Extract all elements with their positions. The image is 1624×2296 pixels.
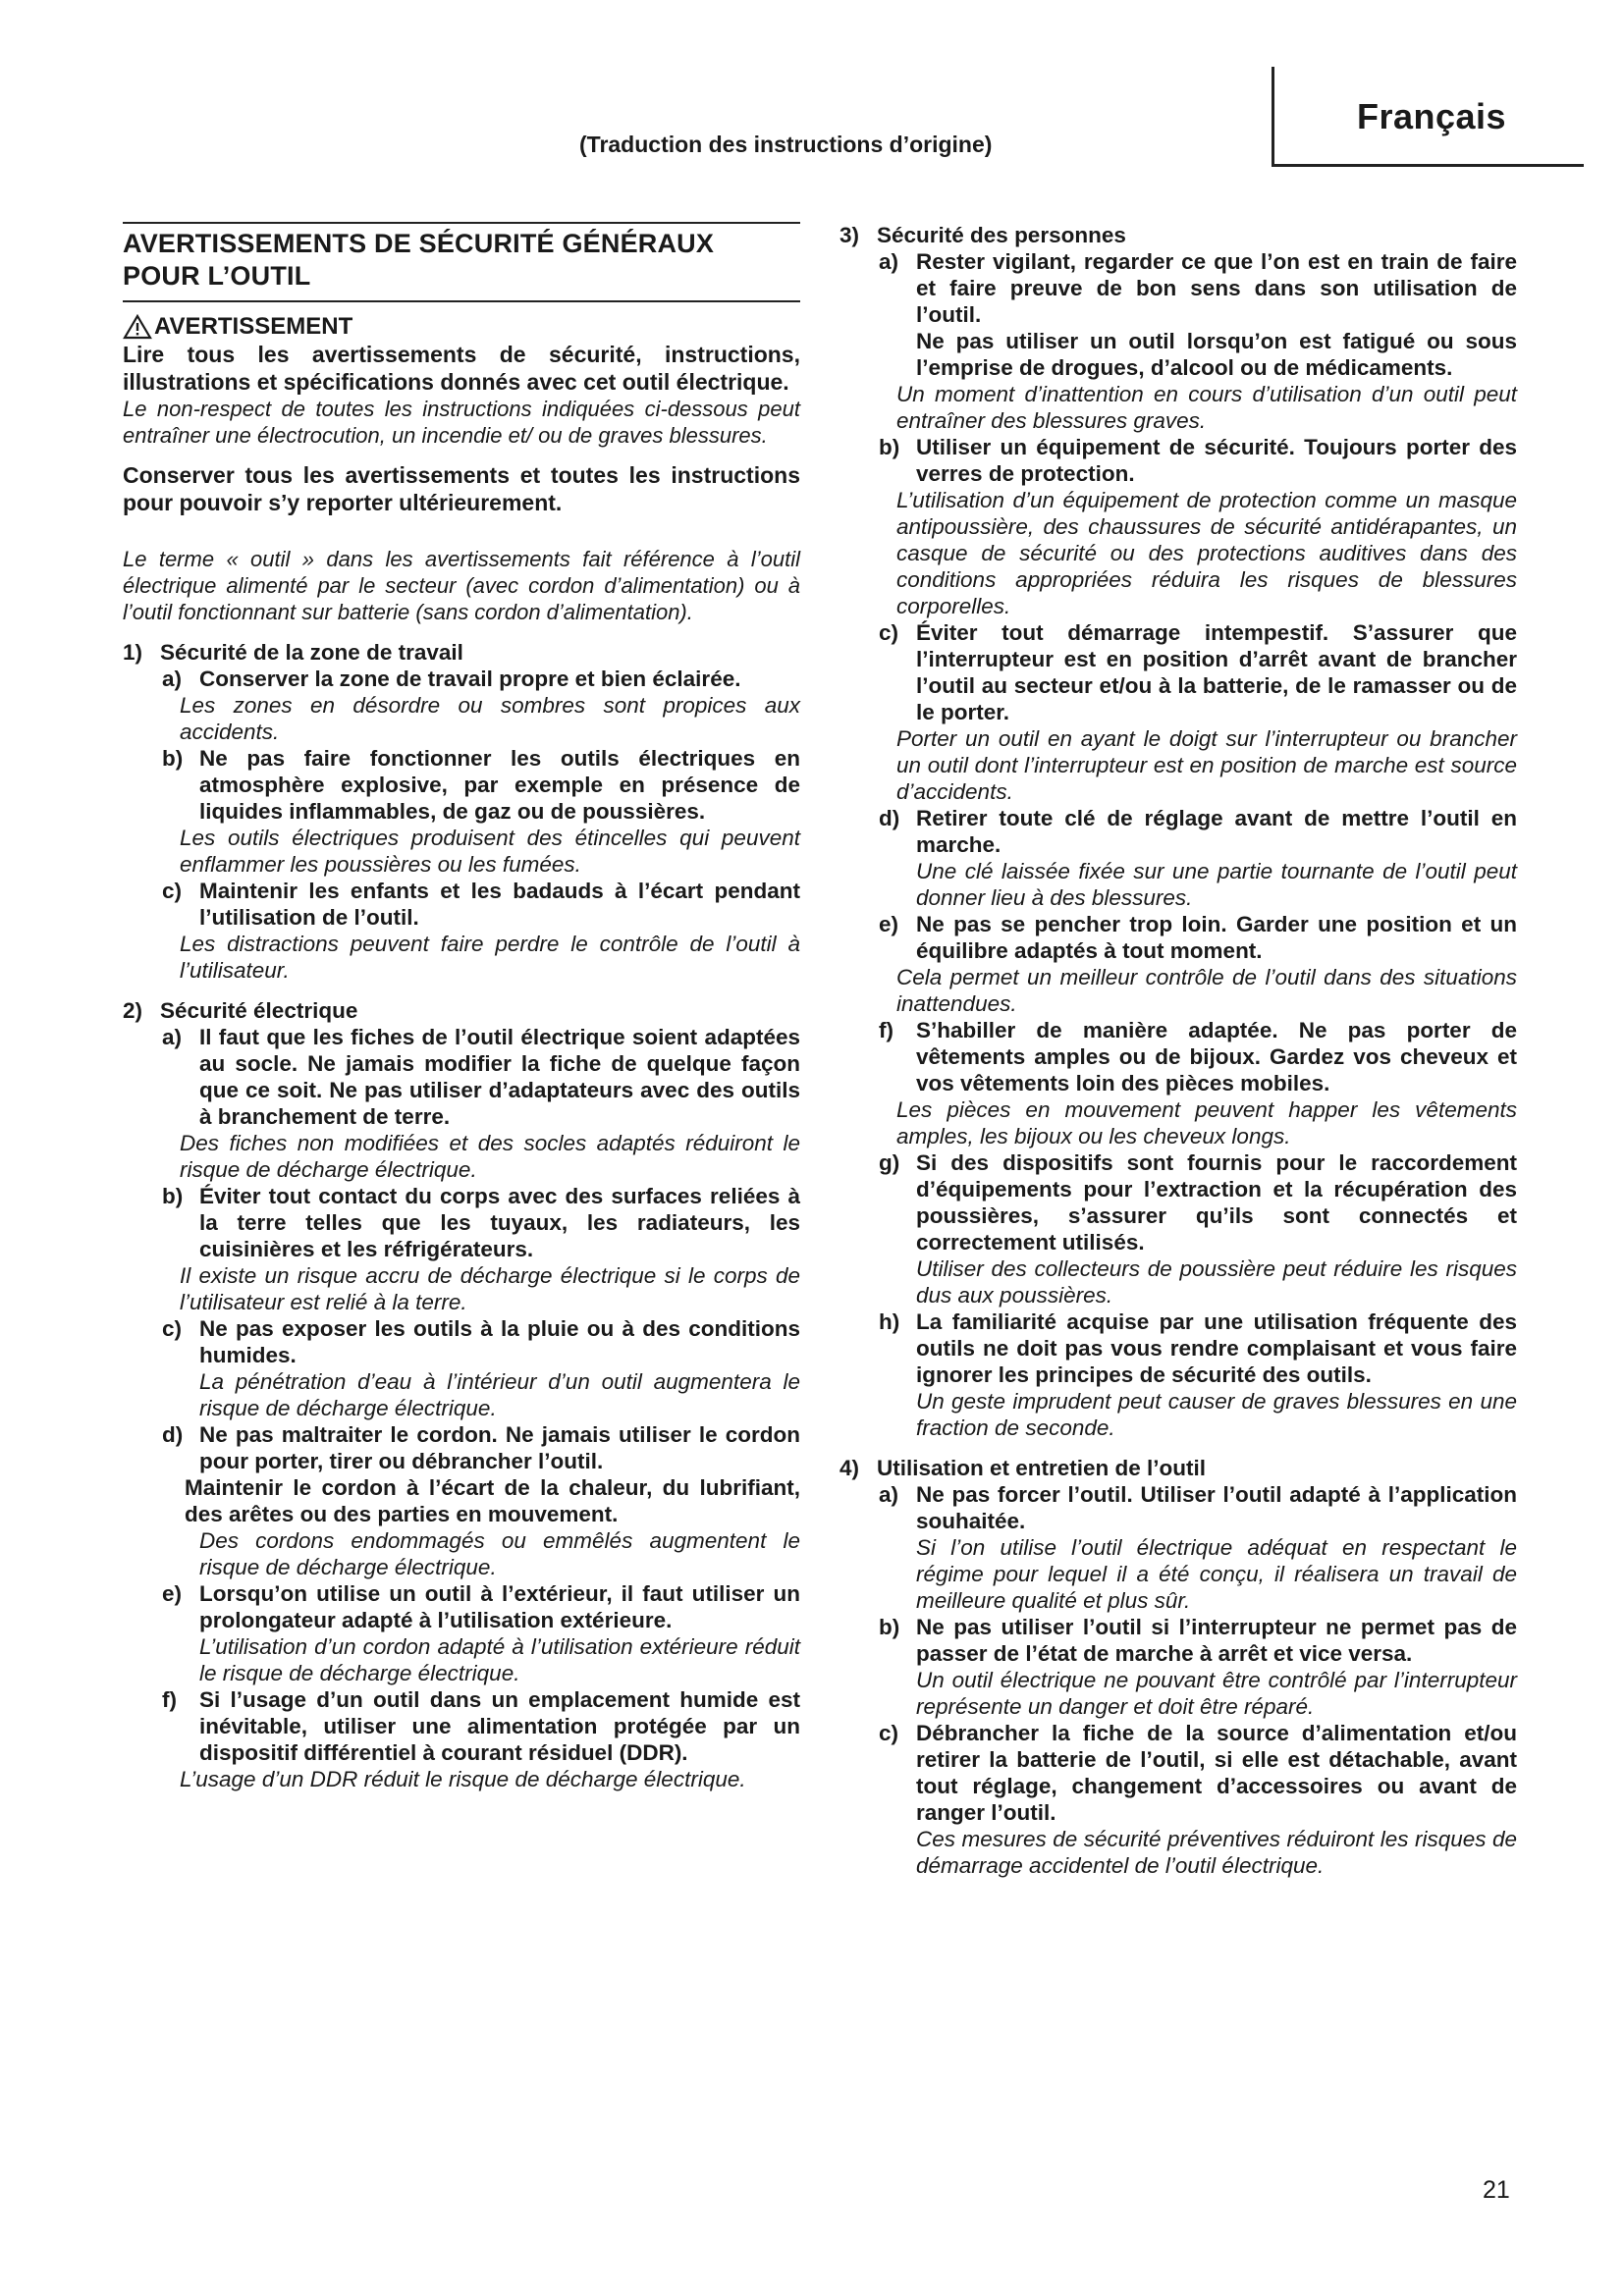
list-item: a) Ne pas forcer l’outil. Utiliser l’outil adapté à l’application souhaitée. Si l’on utilise l’outil électrique adéquat en respectant le régime pour lequel il a été conçu, il réalisera un travail de meilleure qualité et plus sûr.	[879, 1482, 1517, 1613]
keep-instructions: Conserver tous les avertissements et toutes les instructions pour pouvoir s’y reporter ultérieurement.	[123, 462, 800, 515]
list-item: h) La familiarité acquise par une utilisation fréquente des outils ne doit pas vous rendre complaisant et vous faire ignorer les principes de sécurité des outils. Un geste imprudent peut causer de graves blessures en une fraction de seconde.	[879, 1309, 1517, 1440]
page-number: 21	[1483, 2176, 1510, 2204]
list-item: a) Il faut que les fiches de l’outil électrique soient adaptées au socle. Ne jamais modifier la fiche de quelque façon que ce soit. Ne pas utiliser d’adaptateurs avec des outils à branchement de terre. Des fiches non modifiées et des socles adaptés réduiront le risque de décharge électrique.	[162, 1025, 800, 1182]
intro-bold: Lire tous les avertissements de sécurité, instructions, illustrations et spécifications donnés avec cet outil électrique.	[123, 342, 800, 395]
translation-subtitle: (Traduction des instructions d’origine)	[579, 132, 993, 157]
section-1-heading: 1) Sécurité de la zone de travail	[123, 640, 463, 665]
intro-italic: Le non-respect de toutes les instructions indiquées ci-dessous peut entraîner une électrocution, un incendie et/ ou de graves blessures.	[123, 397, 800, 448]
list-item: c) Maintenir les enfants et les badauds à l’écart pendant l’utilisation de l’outil. Les distractions peuvent faire perdre le contrôle de l’outil à l’utilisateur.	[162, 879, 800, 983]
list-item: b) Ne pas faire fonctionner les outils électriques en atmosphère explosive, par exemple en présence de liquides inflammables, de gaz ou de poussières. Les outils électriques produisent des étincelles qui peuvent enflammer les poussières ou les fumées.	[162, 746, 800, 877]
list-item: f) S’habiller de manière adaptée. Ne pas porter de vêtements amples ou de bijoux. Gardez vos cheveux et vos vêtements loin des pièces mobiles. Les pièces en mouvement peuvent happer les vêtements amples, les bijoux ou les cheveux longs.	[879, 1018, 1517, 1148]
section-3-heading: 3) Sécurité des personnes	[839, 223, 1126, 247]
list-item: d) Ne pas maltraiter le cordon. Ne jamais utiliser le cordon pour porter, tirer ou débrancher l’outil. Maintenir le cordon à l’écart de la chaleur, du lubrifiant, des arêtes ou des parties en mouvement. Des cordons endommagés ou emmêlés augmentent le risque de décharge électrique.	[162, 1422, 800, 1579]
list-item: c) Éviter tout démarrage intempestif. S’assurer que l’interrupteur est en position d’arrêt avant de brancher l’outil au secteur et/ou à la batterie, de le ramasser ou de le porter. Porter un outil en ayant le doigt sur l’interrupteur ou brancher un outil dont l’interrupteur est en position de marche est source d’accidents.	[879, 620, 1517, 804]
section-4-heading: 4) Utilisation et entretien de l’outil	[839, 1456, 1207, 1480]
list-item: b) Utiliser un équipement de sécurité. Toujours porter des verres de protection. L’utilisation d’un équipement de protection comme un masque antipoussière, des chaussures de sécurité antidérapantes, un casque de sécurité ou des protections auditives dans des conditions appropriées réduira les risques de blessures corporelles.	[879, 435, 1517, 618]
warning-heading: AVERTISSEMENT	[123, 312, 800, 342]
list-item: d) Retirer toute clé de réglage avant de mettre l’outil en marche. Une clé laissée fixée sur une partie tournante de l’outil peut donner lieu à des blessures.	[879, 806, 1517, 910]
list-item: a) Conserver la zone de travail propre et bien éclairée. Les zones en désordre ou sombres sont propices aux accidents.	[162, 667, 800, 744]
list-item: a) Rester vigilant, regarder ce que l’on est en train de faire et faire preuve de bon sens dans son utilisation de l’outil. Ne pas utiliser un outil lorsqu’on est fatigué ou sous l’emprise de drogues, d’alcool ou de médicaments. Un moment d’inattention en cours d’utilisation d’un outil peut entraîner des blessures graves.	[879, 249, 1517, 433]
list-item: e) Lorsqu’on utilise un outil à l’extérieur, il faut utiliser un prolongateur adapté à l’utilisation extérieure. L’utilisation d’un cordon adapté à l’utilisation extérieure réduit le risque de décharge électrique.	[162, 1581, 800, 1685]
warning-triangle-icon	[123, 314, 152, 340]
section-2-heading: 2) Sécurité électrique	[123, 998, 358, 1023]
language-label: Français	[1357, 96, 1507, 136]
left-column	[123, 222, 800, 1792]
list-item: b) Ne pas utiliser l’outil si l’interrupteur ne permet pas de passer de l’état de marche à arrêt et vice versa. Un outil électrique ne pouvant être contrôlé par l’interrupteur représente un danger et doit être réparé.	[879, 1615, 1517, 1719]
list-item: e) Ne pas se pencher trop loin. Garder une position et un équilibre adaptés à tout moment. Cela permet un meilleur contrôle de l’outil dans des situations inattendues.	[879, 912, 1517, 1016]
list-item: c) Ne pas exposer les outils à la pluie ou à des conditions humides. La pénétration d’eau à l’intérieur d’un outil augmentera le risque de décharge électrique.	[162, 1316, 800, 1420]
term-definition: Le terme « outil » dans les avertissements fait référence à l’outil électrique alimenté par le secteur (avec cordon d’alimentation) ou à l’outil fonctionnant sur batterie (sans cordon d’alimentation).	[123, 547, 800, 624]
section-title: AVERTISSEMENTS DE SÉCURITÉ GÉNÉRAUX POUR L’OUTIL	[123, 222, 800, 302]
list-item: c) Débrancher la fiche de la source d’alimentation et/ou retirer la batterie de l’outil, si elle est détachable, avant tout réglage, changement d’accessoires ou avant de ranger l’outil. Ces mesures de sécurité préventives réduiront les risques de démarrage accidentel de l’outil électrique.	[879, 1721, 1517, 1878]
list-item: f) Si l’usage d’un outil dans un emplacement humide est inévitable, utiliser une alimentation protégée par un dispositif différentiel à courant résiduel (DDR). L’usage d’un DDR réduit le risque de décharge électrique.	[162, 1687, 800, 1791]
right-column	[839, 222, 1517, 1879]
list-item: b) Éviter tout contact du corps avec des surfaces reliées à la terre telles que les tuyaux, les radiateurs, les cuisinières et les réfrigérateurs. Il existe un risque accru de décharge électrique si le corps de l’utilisateur est relié à la terre.	[162, 1184, 800, 1314]
list-item: g) Si des dispositifs sont fournis pour le raccordement d’équipements pour l’extraction et la récupération des poussières, s’assurer qu’ils sont connectés et correctement utilisés. Utiliser des collecteurs de poussière peut réduire les risques dus aux poussières.	[879, 1150, 1517, 1308]
